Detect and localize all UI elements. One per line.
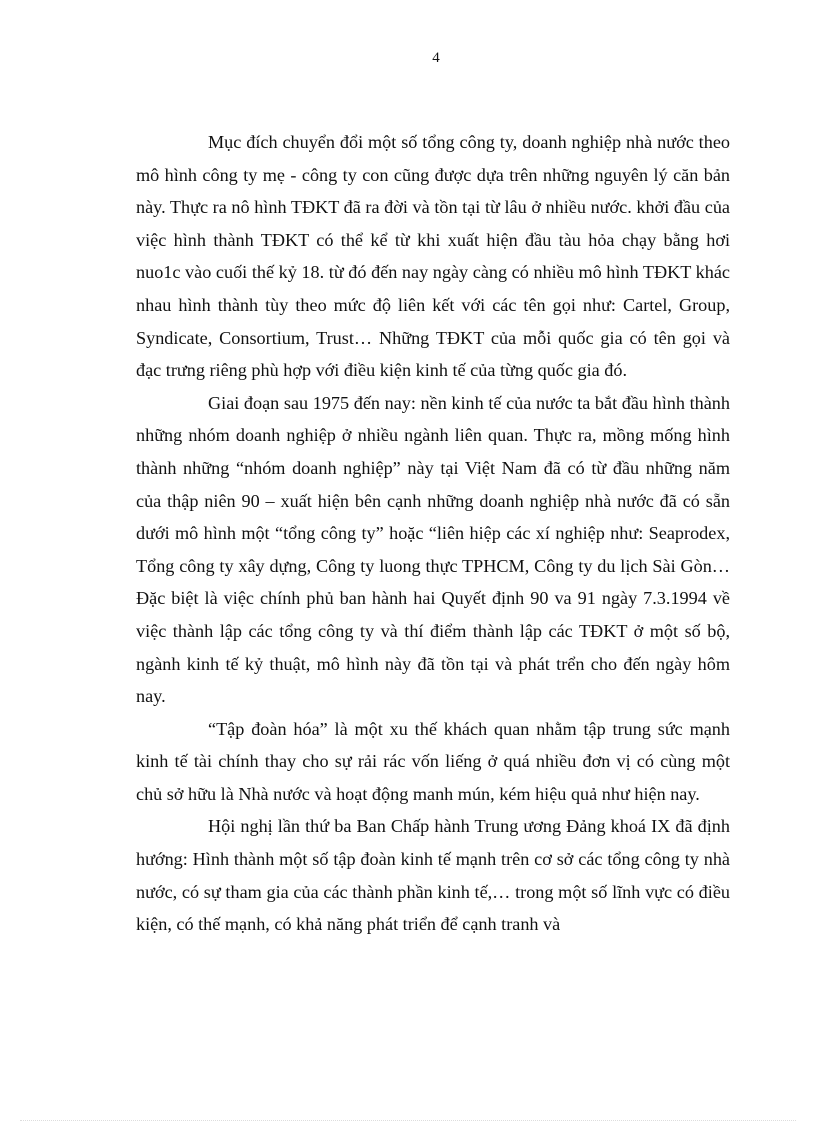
page-number: 4: [432, 50, 440, 66]
paragraph: Mục đích chuyển đổi một số tổng công ty, doanh nghiệp nhà nước theo mô hình công ty mẹ - công ty con cũng được dựa trên những nguyên lý căn bản này. Thực ra nô hình TĐKT đã ra đời và tồn tại từ lâu ở nhiều nước. khởi đầu của việc hình thành TĐKT có thể kể từ khi xuất hiện đầu tàu hỏa chạy bằng hơi nuo1c vào cuối thế kỷ 18. từ đó đến nay ngày càng có nhiều mô hình TĐKT khác nhau hình thành tùy theo mức độ liên kết với các tên gọi như: Cartel, Group, Syndicate, Consortium, Trust… Những TĐKT của mỗi quốc gia có tên gọi và đạc trưng riêng phù hợp với điều kiện kinh tế của từng quốc gia đó.: [136, 132, 730, 381]
paragraph: Hội nghị lần thứ ba Ban Chấp hành Trung ương Đảng khoá IX đã định hướng: Hình thành một số tập đoàn kinh tế mạnh trên cơ sở các tổng công ty nhà nước, có sự tham gia của các thành phần kinh tế,… trong một số lĩnh vực có điều kiện, có thế mạnh, có khả năng phát triển để cạnh tranh và: [136, 816, 730, 935]
page-bottom-divider: [20, 1120, 796, 1121]
paragraph: “Tập đoàn hóa” là một xu thế khách quan nhằm tập trung sức mạnh kinh tế tài chính thay cho sự rải rác vốn liếng ở quá nhiều đơn vị có cùng một chủ sở hữu là Nhà nước và hoạt động manh mún, kém hiệu quả như hiện nay.: [136, 718, 730, 804]
document-body: [136, 126, 730, 941]
paragraph: Giai đoạn sau 1975 đến nay: nền kinh tế của nước ta bắt đầu hình thành những nhóm doanh nghiệp ở nhiều ngành liên quan. Thực ra, mồng mống hình thành những “nhóm doanh nghiệp” này tại Việt Nam đã có từ đầu những năm của thập niên 90 – xuất hiện bên cạnh những doanh nghiệp nhà nước đã có sẵn dưới mô hình một “tổng công ty” hoặc “liên hiệp các xí nghiệp như: Seaprodex, Tổng công ty xây dựng, Công ty luong thực TPHCM, Công ty du lịch Sài Gòn… Đặc biệt là việc chính phủ ban hành hai Quyết định 90 va 91 ngày 7.3.1994 về việc thành lập các tổng công ty và thí điểm thành lập các TĐKT ở một số bộ, ngành kinh tế kỷ thuật, mô hình này đã tồn tại và phát trển cho đến ngày hôm nay.: [136, 392, 730, 707]
